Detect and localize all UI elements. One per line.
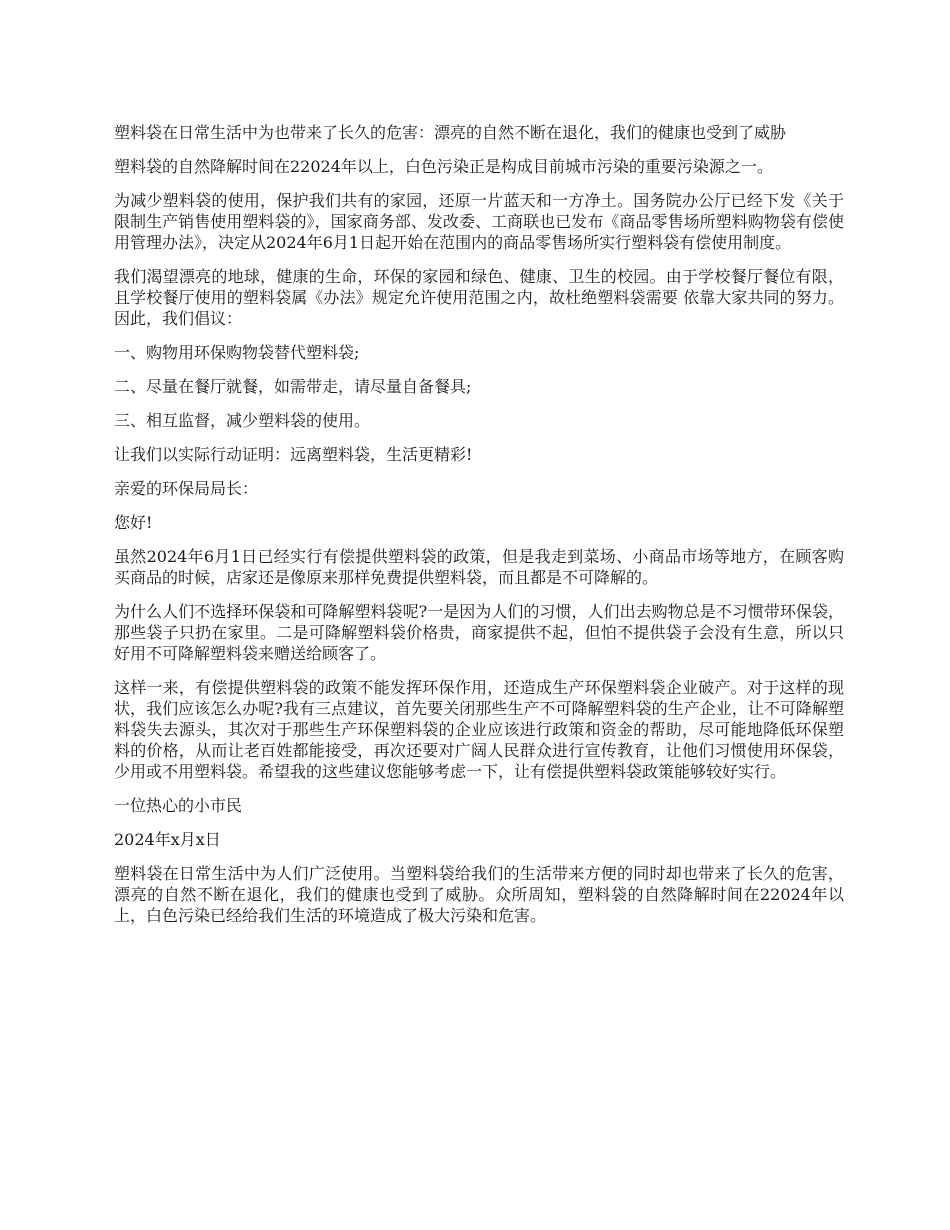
letter-date: 2024年x月x日 <box>114 830 221 849</box>
paragraph-observation: 虽然2024年6月1日已经实行有偿提供塑料袋的政策，但是我走到菜场、小商品市场等地方，在顾客购买商品的时候，店家还是像原来那样免费提供塑料袋，而且都是不可降解的。 <box>114 547 844 587</box>
letter-greeting: 您好! <box>114 513 153 532</box>
letter-signature: 一位热心的小市民 <box>114 796 243 815</box>
list-item-3: 三、相互监督，减少塑料袋的使用。 <box>114 411 371 430</box>
paragraph-policy: 为减少塑料袋的使用，保护我们共有的家园，还原一片蓝天和一方净土。国务院办公厅已经下发《关于限制生产销售使用塑料袋的》，国家商务部、发改委、工商联也已发布《商品零售场所塑料购物袋有偿使用管理办法》，决定从2024年6月1日起开始在范围内的商品零售场所实行塑料袋有偿使用制度。 <box>114 191 844 252</box>
paragraph-proposal: 我们渴望漂亮的地球，健康的生命，环保的家园和绿色、健康、卫生的校园。由于学校餐厅餐位有限，且学校餐厅使用的塑料袋属《办法》规定允许使用范围之内，故杜绝塑料袋需要 依靠大家共同的努力。因此，我们倡议： <box>114 267 844 328</box>
list-item-2: 二、尽量在餐厅就餐，如需带走，请尽量自备餐具; <box>114 377 472 396</box>
paragraph-reasons: 为什么人们不选择环保袋和可降解塑料袋呢?一是因为人们的习惯，人们出去购物总是不习惯带环保袋，那些袋子只扔在家里。二是可降解塑料袋价格贵，商家提供不起，但怕不提供袋子会没有生意，所以只好用不可降解塑料袋来赠送给顾客了。 <box>114 602 844 663</box>
paragraph-slogan: 让我们以实际行动证明：远离塑料袋，生活更精彩! <box>114 445 473 464</box>
paragraph-intro-harm: 塑料袋在日常生活中为也带来了长久的危害：漂亮的自然不断在退化，我们的健康也受到了威胁 <box>114 123 787 142</box>
list-item-1: 一、购物用环保购物袋替代塑料袋; <box>114 343 360 362</box>
paragraph-degradation: 塑料袋的自然降解时间在22024年以上，白色污染正是构成目前城市污染的重要污染源之一。 <box>114 157 773 176</box>
letter-salutation: 亲爱的环保局局长： <box>114 479 259 498</box>
document-page <box>114 122 844 939</box>
paragraph-suggestions: 这样一来，有偿提供塑料袋的政策不能发挥环保作用，还造成生产环保塑料袋企业破产。对于这样的现状，我们应该怎么办呢?我有三点建议，首先要关闭那些生产不可降解塑料袋的生产企业，让不可降解塑料袋失去源头，其次对于那些生产环保塑料袋的企业应该进行政策和资金的帮助，尽可能地降低环保塑料的价格，从而让老百姓都能接受，再次还要对广阔人民群众进行宣传教育，让他们习惯使用环保袋，少用或不用塑料袋。希望我的这些建议您能够考虑一下，让有偿提供塑料袋政策能够较好实行。 <box>114 678 844 781</box>
paragraph-closing: 塑料袋在日常生活中为人们广泛使用。当塑料袋给我们的生活带来方便的同时却也带来了长久的危害，漂亮的自然不断在退化，我们的健康也受到了威胁。众所周知，塑料袋的自然降解时间在22024年以上，白色污染已经给我们生活的环境造成了极大污染和危害。 <box>114 864 844 925</box>
